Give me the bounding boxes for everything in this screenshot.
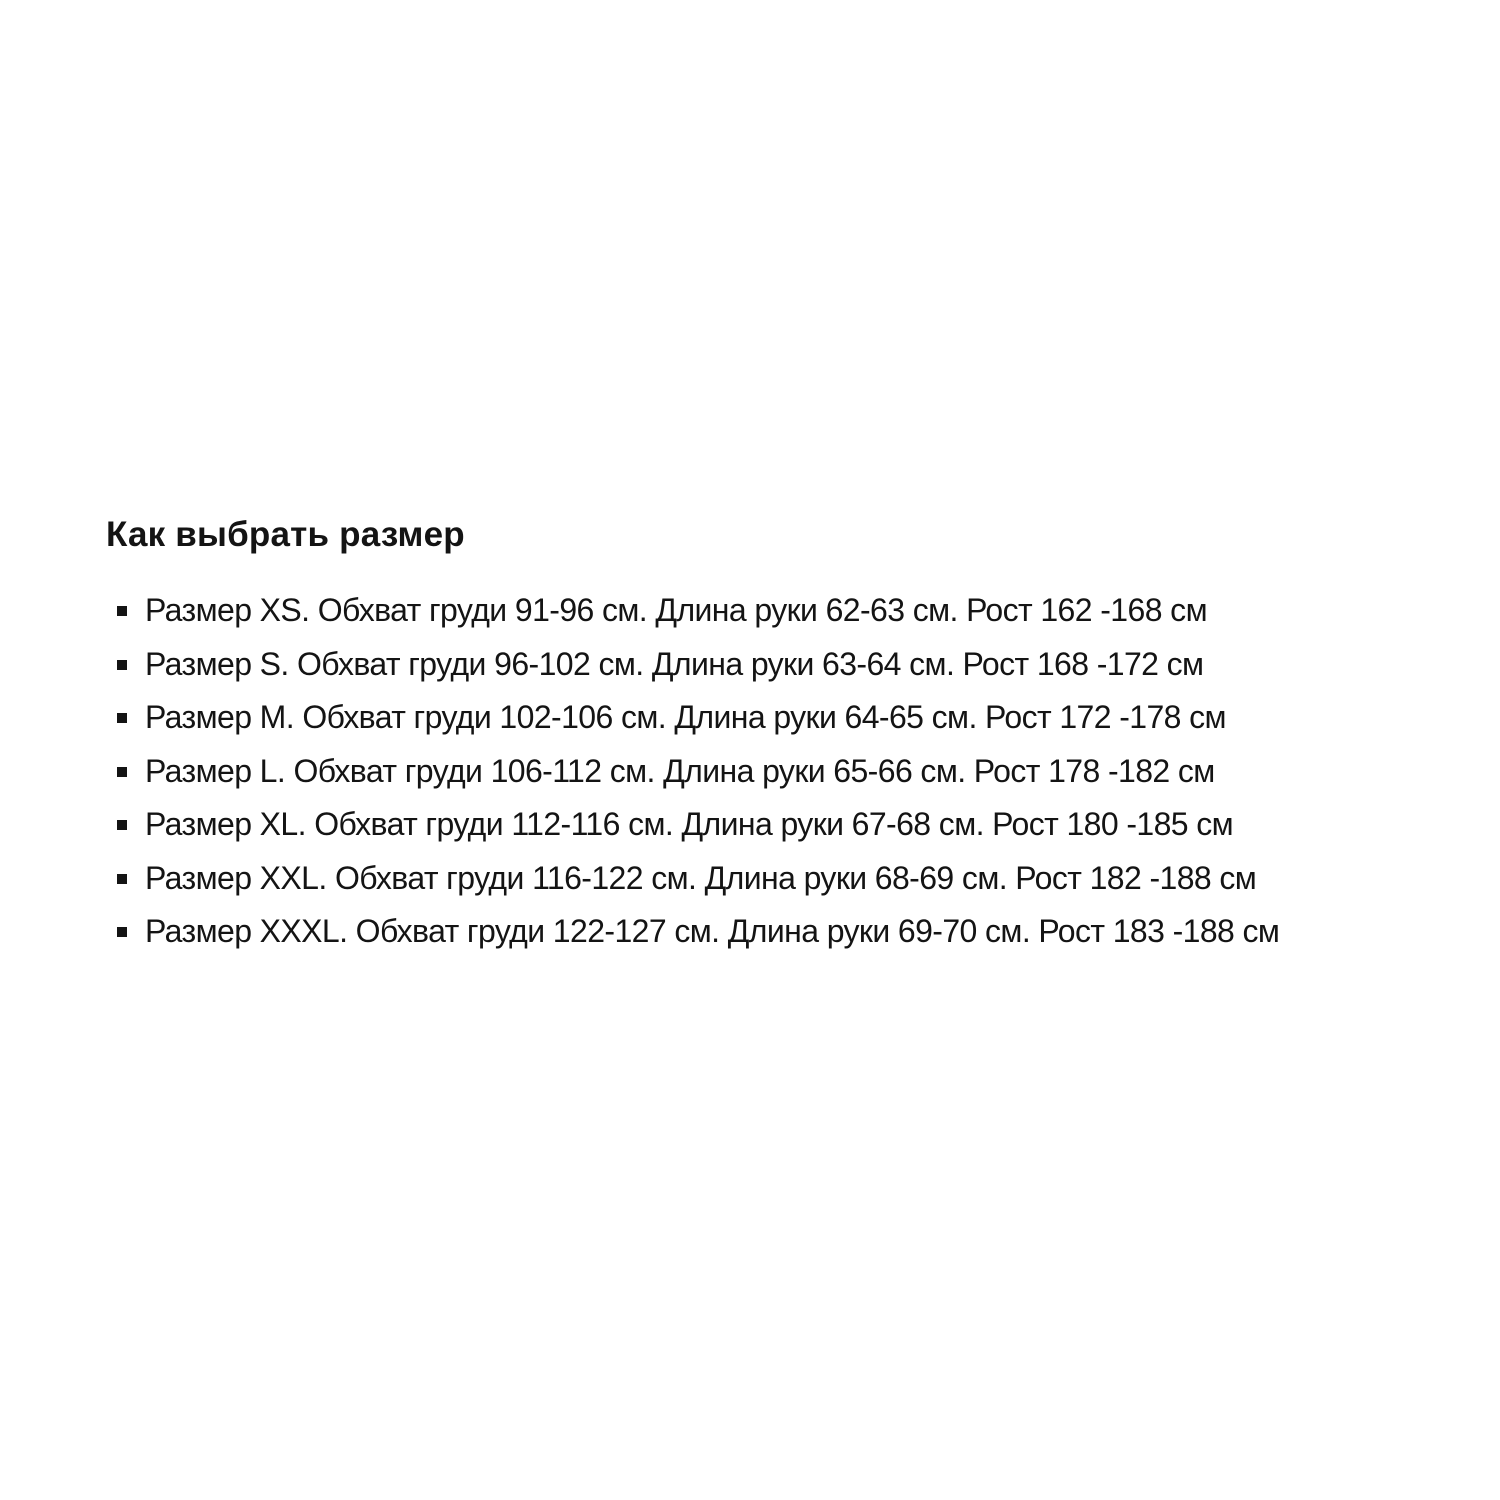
square-bullet-icon [117, 767, 127, 777]
size-guide [106, 510, 1476, 959]
square-bullet-icon [117, 660, 127, 670]
size-item-text: Размер XXXL. Обхват груди 122-127 см. Длина руки 69-70 см. Рост 183 -188 см [145, 913, 1280, 949]
size-item-text: Размер S. Обхват груди 96-102 см. Длина руки 63-64 см. Рост 168 -172 см [145, 645, 1204, 682]
size-item-text: Размер XS. Обхват груди 91-96 см. Длина руки 62-63 см. Рост 162 -168 см [145, 592, 1207, 628]
square-bullet-icon [117, 874, 127, 884]
square-bullet-icon [117, 606, 127, 616]
square-bullet-icon [117, 820, 127, 830]
size-item-s [106, 638, 1476, 692]
size-item-text: Размер XL. Обхват груди 112-116 см. Длина руки 67-68 см. Рост 180 -185 см [145, 806, 1234, 842]
size-item-xl [106, 798, 1476, 852]
size-guide-title: Как выбрать размер [106, 515, 465, 554]
size-item-text: Размер L. Обхват груди 106-112 см. Длина руки 65-66 см. Рост 178 -182 см [145, 752, 1215, 789]
size-item-m [106, 691, 1476, 745]
size-list [106, 584, 1476, 959]
size-item-xxl [106, 852, 1476, 906]
size-item-text: Размер M. Обхват груди 102-106 см. Длина руки 64-65 см. Рост 172 -178 см [145, 699, 1226, 735]
square-bullet-icon [117, 927, 127, 937]
size-item-xxxl [106, 905, 1476, 959]
size-item-xs [106, 584, 1476, 638]
size-item-text: Размер XXL. Обхват груди 116-122 см. Длина руки 68-69 см. Рост 182 -188 см [145, 859, 1257, 896]
square-bullet-icon [117, 713, 127, 723]
size-item-l [106, 745, 1476, 799]
